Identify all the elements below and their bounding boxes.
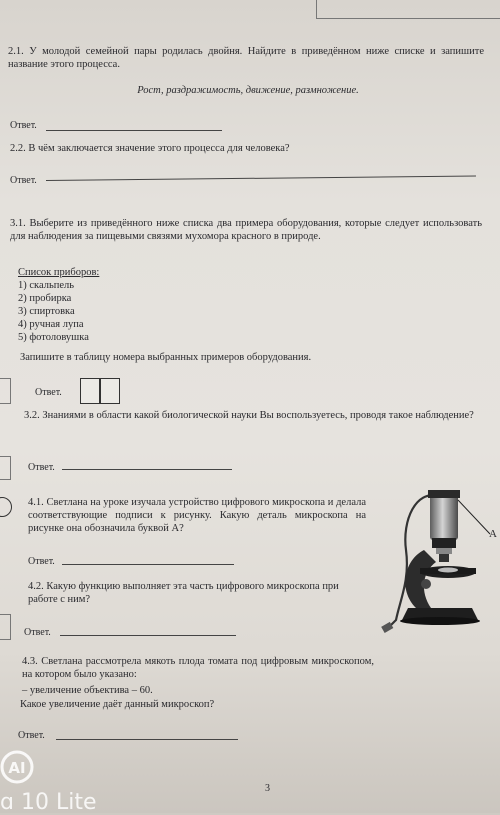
header-box: [316, 0, 500, 19]
score-box-4-2: [0, 614, 11, 640]
question-2-1: 2.1. У молодой семейной пары родилась двойня. Найдите в приведённом ниже списке и запишите название этого процесса.: [8, 46, 484, 70]
score-box-3-2: [0, 456, 11, 480]
score-box-3-1: [0, 378, 11, 404]
answer-line-4-1[interactable]: [62, 564, 234, 565]
equipment-item-1: 1) скальпель: [18, 280, 75, 291]
answer-label-4-2: Ответ.: [24, 627, 51, 638]
watermark-text: ɑ 10 Lite: [0, 790, 97, 815]
equipment-item-3: 3) спиртовка: [18, 306, 75, 317]
answer-label-3-1: Ответ.: [35, 387, 62, 398]
answer-line-3-2[interactable]: [62, 469, 232, 470]
question-4-1: 4.1. Светлана на уроке изучала устройство цифрового микроскопа и делала соответствующие подписи к рисунку. Какую деталь микроскопа на рисунке она обозначила буквой А?: [28, 497, 366, 534]
question-2-2: 2.2. В чём заключается значение этого процесса для человека?: [10, 143, 290, 154]
answer-cell-2[interactable]: [100, 378, 120, 404]
answer-label-4-3: Ответ.: [18, 730, 45, 741]
watermark-logo: [0, 750, 34, 784]
answer-label-3-2: Ответ.: [28, 462, 55, 473]
answer-label-2-2: Ответ.: [10, 175, 37, 186]
question-2-1-options: Рост, раздражимость, движение, размножение.: [137, 85, 359, 96]
answer-label-4-1: Ответ.: [28, 556, 55, 567]
page-number: 3: [265, 783, 270, 794]
equipment-item-4: 4) ручная лупа: [18, 319, 84, 330]
answer-line-4-3[interactable]: [56, 739, 238, 740]
answer-label-2-1: Ответ.: [10, 120, 37, 131]
equipment-item-5: 5) фотоловушка: [18, 332, 89, 343]
answer-line-4-2[interactable]: [60, 635, 236, 636]
question-3-2: 3.2. Знаниями в области какой биологической науки Вы воспользуетесь, проводя такое наблюдение?: [24, 410, 474, 421]
equipment-item-2: 2) пробирка: [18, 293, 72, 304]
question-3-1: 3.1. Выберите из приведённого ниже списка два примера оборудования, которые следует использовать для наблюдения за пищевыми связями мухомора красного в природе.: [10, 218, 482, 242]
question-3-1-instruction: Запишите в таблицу номера выбранных примеров оборудования.: [20, 352, 312, 363]
answer-cell-1[interactable]: [80, 378, 100, 404]
digital-microscope-figure: [376, 480, 500, 640]
equipment-list-title: Список приборов:: [18, 267, 100, 278]
figure-label-a: А: [489, 528, 497, 540]
svg-text:AI: AI: [8, 759, 26, 777]
question-4-3-question: Какое увеличение даёт данный микроскоп?: [20, 699, 215, 710]
question-4-2: 4.2. Какую функцию выполняет эта часть цифрового микроскопа при работе с ним?: [28, 581, 339, 605]
answer-line-2-1[interactable]: [46, 130, 222, 131]
question-4-3-note: – увеличение объектива – 60.: [22, 685, 153, 696]
question-4-3: 4.3. Светлана рассмотрела мякоть плода томата под цифровым микроскопом, на котором было указано:: [22, 656, 374, 680]
